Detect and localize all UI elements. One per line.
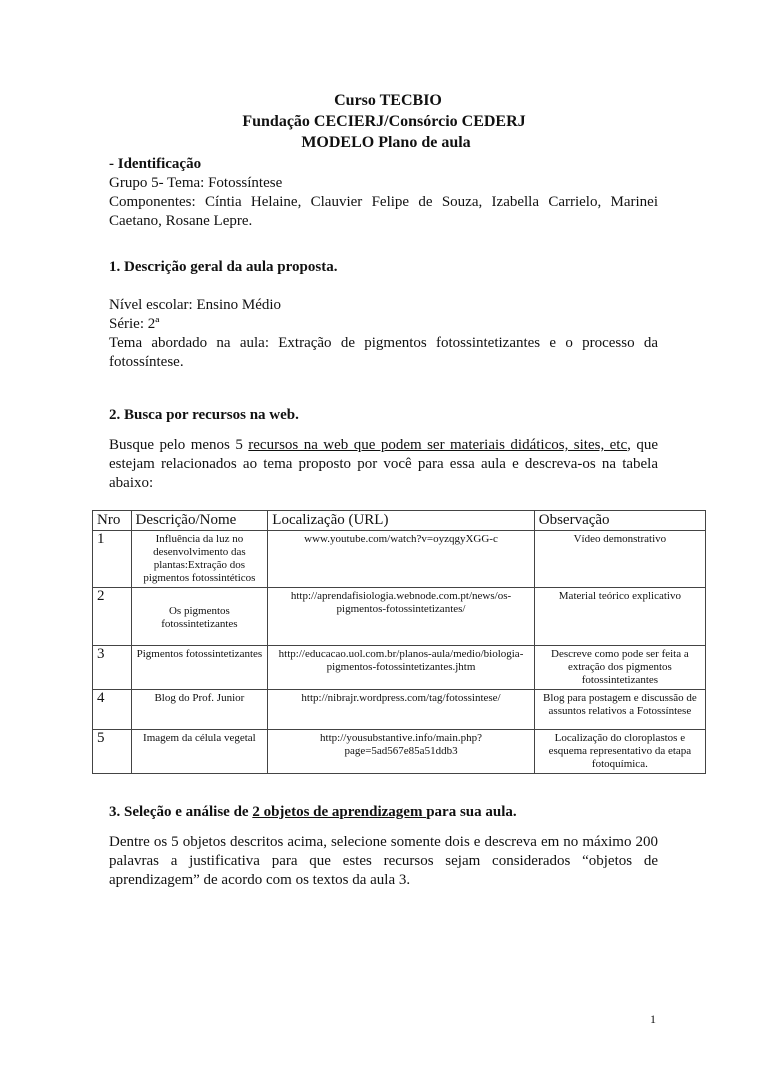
row-description: Os pigmentos fotossintetizantes xyxy=(131,588,268,646)
row-description: Influência da luz no desenvolvimento das plantas:Extração dos pigmentos fotossintéticos xyxy=(131,531,268,588)
table-row xyxy=(93,646,706,690)
section-2 xyxy=(109,406,658,425)
section-2-content xyxy=(109,436,658,493)
row-url: www.youtube.com/watch?v=oyzqgyXGG-c xyxy=(268,531,534,588)
section-3-heading-start: 3. Seleção e análise de xyxy=(109,804,253,820)
group-members: Componentes: Cíntia Helaine, Clauvier Felipe de Souza, Izabella Carrielo, Marinei Caetano, Rosane Lepre. xyxy=(109,194,658,229)
header-description: Descrição/Nome xyxy=(131,511,268,531)
section-1-content xyxy=(109,296,658,372)
section-3 xyxy=(109,803,658,822)
section-1 xyxy=(109,258,658,277)
lesson-theme: Tema abordado na aula: Extração de pigmentos fotossintetizantes e o processo da fotossíntese. xyxy=(109,335,658,370)
section-1-heading: 1. Descrição geral da aula proposta. xyxy=(109,259,338,275)
row-url: http://nibrajr.wordpress.com/tag/fotossintese/ xyxy=(268,690,534,730)
instructions-text-end: , que estejam relacionados ao tema proposto por você para essa aula e descreva-os na tabela abaixo: xyxy=(109,437,658,491)
group-theme: Grupo 5- Tema: Fotossíntese xyxy=(109,175,283,191)
course-title: Curso TECBIO xyxy=(334,92,442,109)
model-title: MODELO Plano de aula xyxy=(301,134,471,151)
section-2-heading: 2. Busca por recursos na web. xyxy=(109,407,299,423)
header-observation: Observação xyxy=(534,511,705,531)
section-2-instructions xyxy=(109,436,658,493)
row-number: 3 xyxy=(93,646,132,690)
row-observation: Descreve como pode ser feita a extração dos pigmentos fotossintetizantes xyxy=(534,646,705,690)
table-row xyxy=(93,531,706,588)
section-3-heading xyxy=(109,803,658,822)
school-level: Nível escolar: Ensino Médio xyxy=(109,297,282,313)
section-3-instructions: Dentre os 5 objetos descritos acima, selecione somente dois e descreva em no máximo 200 palavras a justificativa para que estes recursos sejam considerados “objetos de aprendizagem” de acordo com os textos da aula 3. xyxy=(109,834,658,888)
row-url: http://aprendafisiologia.webnode.com.pt/news/os-pigmentos-fotossintetizantes/ xyxy=(268,588,534,646)
identification-section xyxy=(109,155,658,231)
table-header-row xyxy=(93,511,706,531)
identification-heading: - Identificação xyxy=(109,156,202,172)
section-3-heading-end: para sua aula. xyxy=(426,804,517,820)
row-observation: Material teórico explicativo xyxy=(534,588,705,646)
row-number: 2 xyxy=(93,588,132,646)
row-number: 1 xyxy=(93,531,132,588)
document-title-block xyxy=(0,90,768,153)
table-row xyxy=(93,588,706,646)
row-observation: Blog para postagem e discussão de assuntos relativos a Fotossíntese xyxy=(534,690,705,730)
row-description: Pigmentos fotossintetizantes xyxy=(131,646,268,690)
header-url: Localização (URL) xyxy=(268,511,534,531)
header-nro: Nro xyxy=(93,511,132,531)
table-row xyxy=(93,730,706,774)
resources-table xyxy=(92,510,706,774)
table-row xyxy=(93,690,706,730)
row-number: 4 xyxy=(93,690,132,730)
section-3-heading-underlined: 2 objetos de aprendizagem xyxy=(252,804,427,820)
row-description: Blog do Prof. Junior xyxy=(131,690,268,730)
section-3-content xyxy=(109,833,658,890)
instructions-text-underlined: recursos na web que podem ser materiais didáticos, sites, etc xyxy=(248,437,628,453)
row-observation: Vídeo demonstrativo xyxy=(534,531,705,588)
row-observation: Localização do cloroplastos e esquema representativo da etapa fotoquímica. xyxy=(534,730,705,774)
page-number: 1 xyxy=(650,1012,656,1026)
row-description: Imagem da célula vegetal xyxy=(131,730,268,774)
row-number: 5 xyxy=(93,730,132,774)
instructions-text-start: Busque pelo menos 5 xyxy=(109,437,249,453)
row-url: http://yousubstantive.info/main.php?page=5ad567e85a51ddb3 xyxy=(268,730,534,774)
school-grade: Série: 2ª xyxy=(109,316,160,332)
row-url: http://educacao.uol.com.br/planos-aula/medio/biologia-pigmentos-fotossintetizantes.jhtm xyxy=(268,646,534,690)
institution-title: Fundação CECIERJ/Consórcio CEDERJ xyxy=(242,113,526,130)
